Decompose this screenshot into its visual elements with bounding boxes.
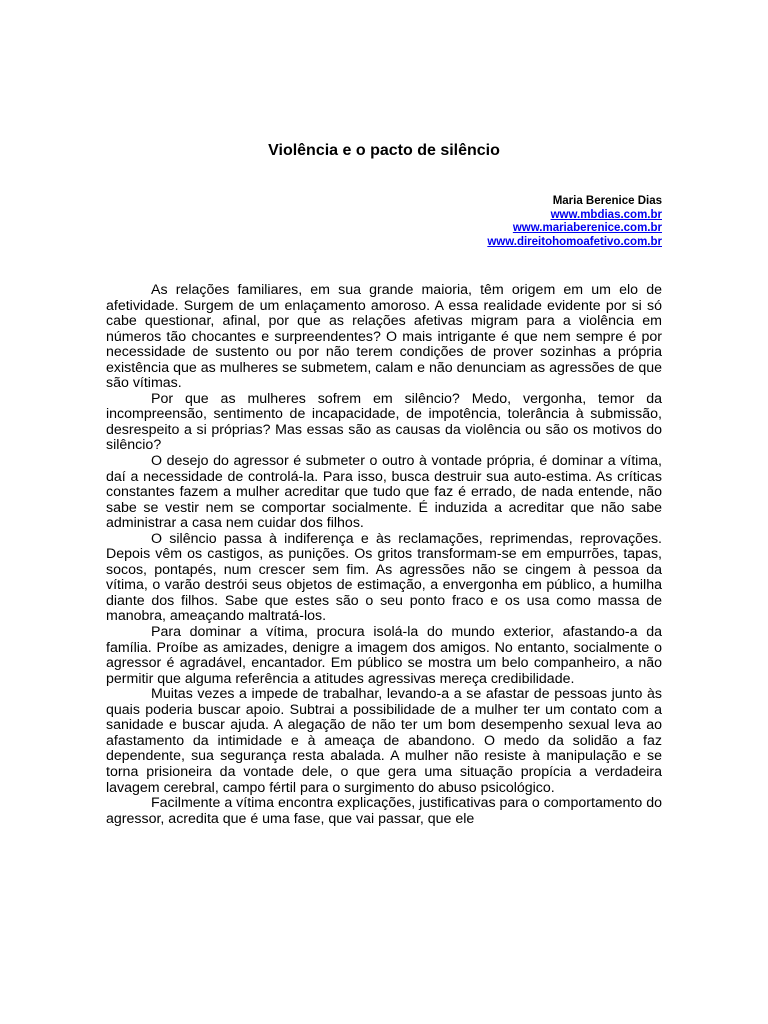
paragraph: Para dominar a vítima, procura isolá-la do mundo exterior, afastando-a da família. Proíbe as amizades, denigre a imagem dos amigos. No entanto, socialmente o agressor é agradável, encantador. Em público se mostra um belo companheiro, a não permitir que alguma referência a atitudes agressivas mereça credibilidade. [106, 624, 662, 687]
author-homoafetivo-link[interactable]: www.direitohomoafetivo.com.br [487, 235, 662, 248]
author-block [487, 195, 662, 249]
paragraph: O desejo do agressor é submeter o outro à vontade própria, é dominar a vítima, daí a necessidade de controlá-la. Para isso, busca destruir sua auto-estima. As críticas constantes fazem a mulher acreditar que tudo que faz é errado, de nada entende, não sabe se vestir nem se comportar socialmente. É induzida a acreditar que não sabe administrar a casa nem cuidar dos filhos. [106, 453, 662, 532]
paragraph: O silêncio passa à indiferença e às reclamações, reprimendas, reprovações. Depois vêm os castigos, as punições. Os gritos transformam-se em empurrões, tapas, socos, pontapés, num crescer sem fim. As agressões não se cingem à pessoa da vítima, o varão destrói seus objetos de estimação, a envergonha em público, a humilha diante dos filhos. Sabe que estes são o seu ponto fraco e os usa como massa de manobra, ameaçando maltratá-los. [106, 530, 662, 625]
author-secondary-link[interactable]: www.mariaberenice.com.br [512, 222, 662, 234]
paragraph: Muitas vezes a impede de trabalhar, levando-a a se afastar de pessoas junto às quais poderia buscar apoio. Subtrai a possibilidade de a mulher ter um contato com a sanidade e buscar ajuda. A alegação de não ter um bom desempenho sexual leva ao afastamento da intimidade e à ameaça de abandono. O medo da solidão a faz dependente, sua segurança resta abalada. A mulher não resiste à manipulação e se torna prisioneira da vontade dele, o que gera uma situação propícia a verdadeira lavagem cerebral, campo fértil para o surgimento do abuso psicológico. [106, 686, 662, 796]
paragraph: Por que as mulheres sofrem em silêncio? Medo, vergonha, temor da incompreensão, sentimento de incapacidade, de impotência, tolerância à submissão, desrespeito a si próprias? Mas essas são as causas da violência ou são os motivos do silêncio? [106, 390, 662, 454]
document-title: Violência e o pacto de silêncio [268, 142, 500, 159]
document-body [106, 283, 662, 827]
paragraph: As relações familiares, em sua grande maioria, têm origem em um elo de afetividade. Surgem de um enlaçamento amoroso. A essa realidade evidente por si só cabe questionar, afinal, por que as relações afetivas migram para a violência em números tão chocantes e surpreendentes? O mais intrigante é que nem sempre é por necessidade de sustento ou por não terem condições de prover sozinhas a própria existência que as mulheres se submetem, calam e não denunciam as agressões de que são vítimas. [106, 282, 662, 392]
author-name: Maria Berenice Dias [552, 195, 662, 207]
paragraph: Facilmente a vítima encontra explicações, justificativas para o comportamento do agressor, acredita que é uma fase, que vai passar, que ele [106, 796, 662, 827]
author-website-link[interactable]: www.mbdias.com.br [550, 208, 662, 221]
